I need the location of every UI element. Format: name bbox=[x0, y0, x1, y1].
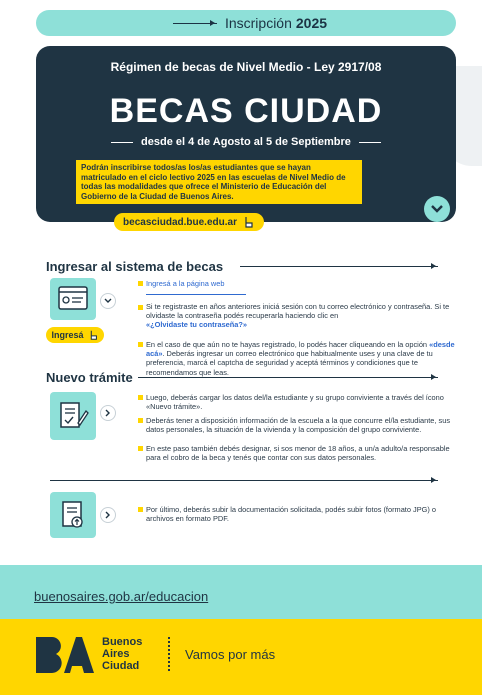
hero-card bbox=[36, 46, 456, 222]
next-button[interactable] bbox=[100, 405, 116, 421]
inscripcion-label: Inscripción bbox=[224, 15, 292, 31]
nuevo-tramite-p3: En este paso también debés designar, si sos menor de 18 años, a un/a adulto/a responsable para el cobro de la beca y tenés que contar con sus datos personales. bbox=[146, 444, 450, 463]
inscripcion-year: 2025 bbox=[295, 15, 328, 31]
expand-button[interactable] bbox=[100, 293, 116, 309]
chevron-right-icon bbox=[105, 511, 111, 519]
bullet-marker bbox=[138, 418, 143, 423]
document-edit-icon-box bbox=[50, 392, 96, 440]
hero-dates-text: desde el 4 de Agosto al 5 de Septiembre bbox=[141, 136, 351, 148]
tagline: Vamos por más bbox=[185, 647, 276, 662]
bullet-marker bbox=[138, 395, 143, 400]
hero-info: Podrán inscribirse todos/as los/as estudiantes que se hayan matriculado en el ciclo lectivo 2025 en las escuelas de Nivel Medio de todas las modalidades que ofrece el Ministerio de Educación del Gobierno de la Ciudad de Buenos Aires. bbox=[76, 160, 362, 204]
nuevo-tramite-p1: Luego, deberás cargar los datos del/la estudiante y su grupo conviviente a través del ícono «Nuevo trámite». bbox=[146, 393, 444, 412]
link-underline bbox=[146, 294, 246, 295]
hand-pointer-icon bbox=[87, 329, 99, 341]
dotted-separator bbox=[168, 637, 170, 671]
footer-link-band bbox=[0, 565, 482, 619]
hand-pointer-icon bbox=[241, 215, 255, 229]
chevron-right-icon bbox=[105, 409, 111, 417]
section-arrow-line bbox=[138, 377, 438, 378]
login-instructions: Si te registraste en años anteriores iniciá sesión con tu correo electrónico y contraseña. Si te olvidaste la contraseña podés recuperarla haciendo clic en «¿Olvidaste tu contraseña?» bbox=[146, 302, 450, 330]
bullet-marker bbox=[138, 305, 143, 310]
becas-url-link[interactable] bbox=[114, 213, 264, 231]
upload-document-icon bbox=[57, 498, 89, 532]
chevron-down-button[interactable] bbox=[424, 196, 450, 222]
section-arrow-line bbox=[240, 266, 438, 267]
inscripcion-banner bbox=[36, 10, 456, 36]
section-arrow-line bbox=[50, 480, 438, 481]
computer-login-icon bbox=[57, 285, 89, 313]
bullet-marker bbox=[138, 342, 143, 347]
bullet-marker bbox=[138, 281, 143, 286]
ba-logo-icon bbox=[34, 633, 96, 673]
computer-login-icon-box bbox=[50, 278, 96, 320]
footer-brand bbox=[0, 619, 482, 695]
register-instructions: En el caso de que aún no te hayas registrado, lo podés hacer cliqueando en la opción «desde acá». Deberás ingresar un correo electrónico que habitualmente uses y una clave de tu preferencia, marcá el captcha de seguridad y aceptá términos y condiciones que te recomendamos que leas. bbox=[146, 340, 455, 377]
ingresa-pagina-link[interactable]: Ingresá a la página web bbox=[146, 279, 225, 288]
hero-subtitle: Régimen de becas de Nivel Medio - Ley 2917/08 bbox=[110, 60, 382, 74]
desde-aca-link[interactable]: «desde acá» bbox=[146, 340, 455, 359]
upload-document-icon-box bbox=[50, 492, 96, 538]
ingresa-button[interactable] bbox=[46, 327, 104, 343]
section-title-nuevo-tramite: Nuevo trámite bbox=[46, 370, 133, 385]
becas-url-text: becasciudad.bue.edu.ar bbox=[123, 216, 237, 228]
section-title-ingresar: Ingresar al sistema de becas bbox=[46, 259, 224, 274]
olvidaste-contrasena-link[interactable]: «¿Olvidaste tu contraseña?» bbox=[146, 320, 248, 330]
ba-logo-text: Buenos Aires Ciudad bbox=[102, 636, 143, 672]
nuevo-tramite-p2: Deberás tener a disposición información de la escuela a la que concurre el/la estudiante, sus datos personales, la situación de la vivienda y la composición del grupo conviviente. bbox=[146, 416, 451, 435]
document-edit-icon bbox=[56, 399, 90, 433]
divider-line bbox=[359, 142, 381, 143]
chevron-down-icon bbox=[430, 204, 444, 214]
ingresa-label: Ingresá bbox=[51, 330, 84, 340]
arrow-right-icon bbox=[173, 23, 217, 24]
buenosaires-education-link[interactable]: buenosaires.gob.ar/educacion bbox=[34, 589, 209, 604]
bullet-marker bbox=[138, 507, 143, 512]
divider-line bbox=[111, 142, 133, 143]
documentacion-text: Por último, deberás subir la documentación solicitada, podés subir fotos (formato JPG) o archivos en formato PDF. bbox=[146, 505, 437, 524]
hero-dates bbox=[36, 136, 456, 148]
bullet-marker bbox=[138, 446, 143, 451]
chevron-down-icon bbox=[104, 298, 112, 304]
hero-title: BECAS CIUDAD bbox=[109, 92, 383, 130]
next-button[interactable] bbox=[100, 507, 116, 523]
